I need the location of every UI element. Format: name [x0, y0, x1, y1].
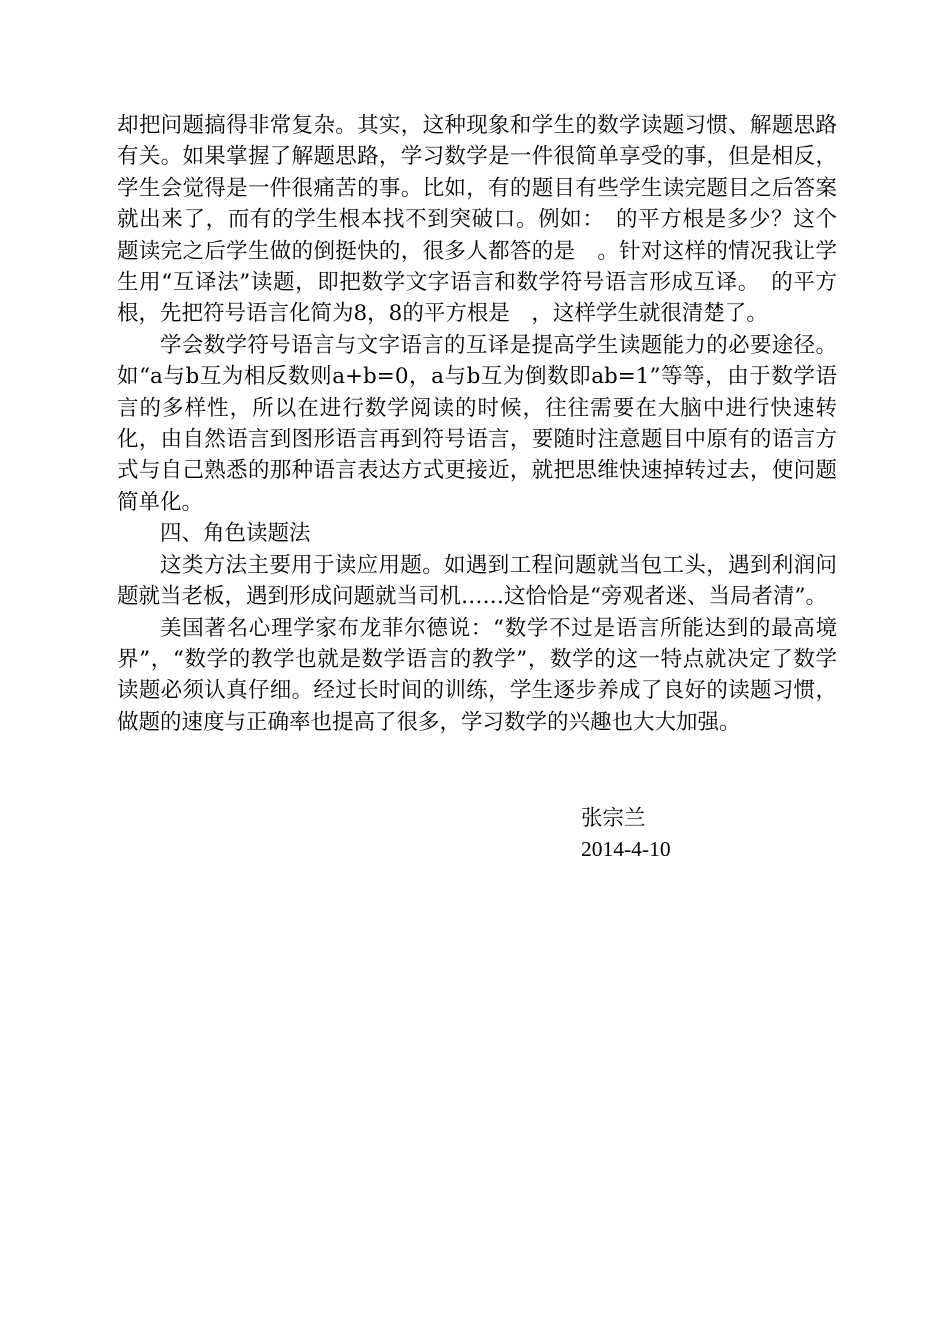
document-body — [117, 110, 837, 738]
paragraph-role-reading: 这类方法主要用于读应用题。如遇到工程问题就当包工头，遇到利润问题就当老板，遇到形成问题就当司机……这恰恰是“旁观者迷、当局者清”。 — [117, 552, 837, 610]
paragraph-continuation: 却把问题搞得非常复杂。其实，这种现象和学生的数学读题习惯、解题思路有关。如果掌握了解题思路，学习数学是一件很简单享受的事，但是相反，学生会觉得是一件很痛苦的事。比如，有的题目有些学生读完题目之后答案就出来了，而有的学生根本找不到突破口。例如： 的平方根是多少？这个题读完之后学生做的倒挺快的，很多人都答的是 。针对这样的情况我让学生用“互译法”读题，即把数学文字语言和数学符号语言形成互译。 的平方根，先把符号语言化简为8，8的平方根是 ，这样学生就很清楚了。 — [117, 113, 837, 327]
paragraph-conclusion: 美国著名心理学家布龙菲尔德说：“数学不过是语言所能达到的最高境界”，“数学的教学也就是数学语言的教学”，数学的这一特点就决定了数学读题必须认真仔细。经过长时间的训练，学生逐步养成了良好的读题习惯，做题的速度与正确率也提高了很多，学习数学的兴趣也大大加强。 — [117, 615, 837, 735]
section-heading: 四、角色读题法 — [160, 521, 311, 547]
signature-date: 2014-4-10 — [581, 837, 671, 862]
signature-block — [581, 803, 671, 866]
paragraph-translation: 学会数学符号语言与文字语言的互译是提高学生读题能力的必要途径。如“a与b互为相反数则a+b=0，a与b互为倒数即ab=1”等等，由于数学语言的多样性，所以在进行数学阅读的时候，往往需要在大脑中进行快速转化，由自然语言到图形语言再到符号语言，要随时注意题目中原有的语言方式与自己熟悉的那种语言表达方式更接近，就把思维快速掉转过去，使问题简单化。 — [117, 332, 837, 515]
author-name: 张宗兰 — [581, 806, 646, 831]
